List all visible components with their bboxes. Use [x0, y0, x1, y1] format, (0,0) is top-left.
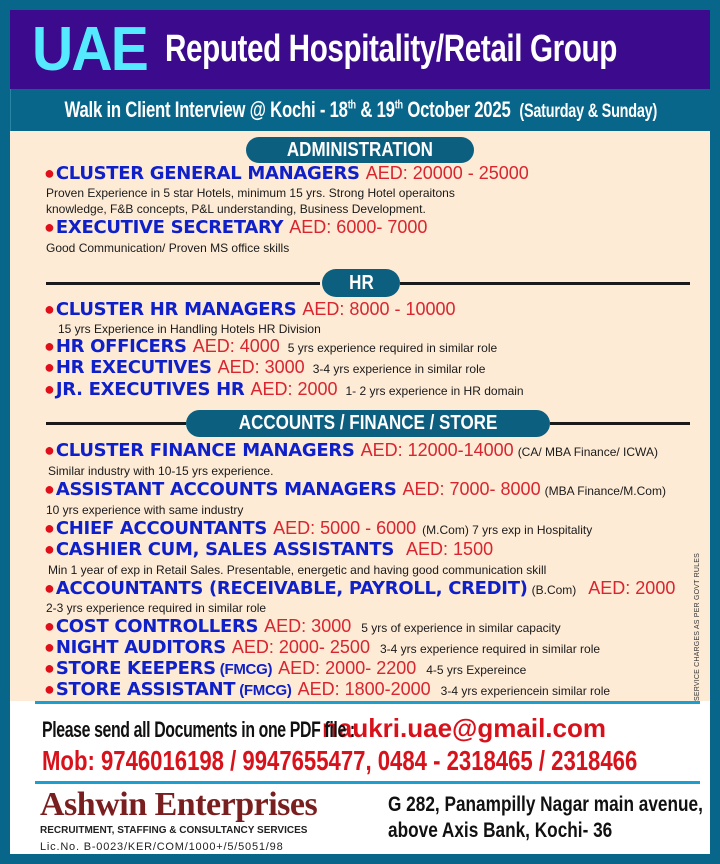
job-item: [44, 299, 456, 320]
license-number: Lic.No. B-0023/KER/COM/1000+/5/5051/98: [40, 841, 284, 853]
divider: [35, 781, 700, 784]
bullet-icon: ●: [44, 616, 55, 636]
job-title: ACCOUNTANTS (RECEIVABLE, PAYROLL, CREDIT): [55, 578, 528, 599]
job-title: STORE KEEPERS: [55, 658, 216, 679]
job-item: [44, 217, 427, 238]
email-line: [42, 713, 606, 744]
title-bar: [10, 10, 710, 89]
job-item: [44, 518, 592, 539]
job-title: HR OFFICERS: [55, 336, 187, 357]
job-description: knowledge, F&B concepts, P&L understanding, Business Development.: [46, 202, 426, 216]
job-item: [44, 658, 526, 679]
divider: [550, 422, 690, 425]
job-qualification: (MBA Finance/M.Com): [544, 484, 666, 498]
job-note: 3-4 yrs experience required in similar role: [379, 642, 601, 656]
bullet-icon: ●: [44, 163, 55, 183]
job-salary: AED: 8000 - 10000: [302, 299, 456, 319]
job-title: HR EXECUTIVES: [55, 357, 212, 378]
job-title: STORE ASSISTANT: [55, 679, 236, 700]
job-salary: AED: 1500: [406, 539, 494, 559]
job-qualification: (B.Com): [531, 583, 577, 597]
bullet-icon: ●: [44, 479, 55, 499]
job-title: CASHIER CUM, SALES ASSISTANTS: [55, 539, 395, 560]
company-name: Ashwin Enterprises: [40, 786, 318, 823]
section-title: ACCOUNTS / FINANCE / STORE: [238, 412, 498, 434]
bullet-icon: ●: [44, 658, 55, 678]
bullet-icon: ●: [44, 637, 55, 657]
divider: [46, 422, 186, 425]
job-title: JR. EXECUTIVES HR: [55, 379, 245, 400]
interview-date-prefix: Walk in Client Interview @ Kochi - 18: [64, 97, 348, 122]
job-note: (M.Com) 7 yrs exp in Hospitality: [422, 523, 593, 537]
bullet-icon: ●: [44, 440, 55, 460]
contact-footer: [10, 701, 710, 854]
contact-email[interactable]: naukri.uae@gmail.com: [322, 713, 606, 743]
bullet-icon: ●: [44, 336, 55, 356]
job-note: 5 yrs of experience in similar capacity: [361, 621, 561, 635]
ordinal-suffix: th: [394, 97, 403, 112]
job-salary: AED: 7000- 8000: [402, 479, 541, 499]
country-label: UAE: [32, 14, 147, 84]
section-header-hr: [322, 269, 400, 297]
section-header-administration: [246, 137, 474, 163]
job-note: 3-4 yrs experience in similar role: [312, 362, 486, 376]
bullet-icon: ●: [44, 679, 55, 699]
job-listings: [10, 131, 710, 701]
job-title: CLUSTER GENERAL MANAGERS: [55, 163, 360, 184]
job-item: [44, 539, 493, 560]
job-salary: AED: 12000-14000: [360, 440, 514, 460]
job-title: COST CONTROLLERS: [55, 616, 259, 637]
interview-days: (Saturday & Sunday): [519, 101, 657, 122]
job-item: [44, 357, 485, 378]
job-item: [44, 163, 529, 184]
interview-date-mid: & 19: [355, 97, 395, 122]
job-note: 3-4 yrs experiencein similar role: [440, 684, 611, 698]
job-item: [44, 578, 675, 599]
interview-details: [64, 97, 657, 123]
job-note: 4-5 yrs Expereince: [426, 663, 527, 677]
job-category: (FMCG): [219, 661, 273, 678]
section-title: ADMINISTRATION: [286, 138, 434, 161]
job-qualification: (CA/ MBA Finance/ ICWA): [517, 445, 658, 459]
bullet-icon: ●: [44, 357, 55, 377]
divider: [35, 701, 700, 704]
job-item: [44, 637, 600, 658]
job-salary: AED: 1800-2000: [297, 679, 431, 699]
company-address: [388, 792, 703, 844]
job-description: 10 yrs experience with same industry: [46, 503, 244, 517]
job-title: ASSISTANT ACCOUNTS MANAGERS: [55, 479, 397, 500]
job-salary: AED: 6000- 7000: [289, 217, 428, 237]
divider: [46, 282, 320, 285]
contact-phones[interactable]: Mob: 9746016198 / 9947655477, 0484 - 2318465 / 2318466: [42, 745, 638, 776]
job-description: 15 yrs Experience in Handling Hotels HR Division: [58, 322, 321, 336]
job-salary: AED: 3000: [217, 357, 305, 377]
bullet-icon: ●: [44, 299, 55, 319]
poster-title: Reputed Hospitality/Retail Group: [164, 28, 617, 70]
bullet-icon: ●: [44, 518, 55, 538]
job-salary: AED: 4000: [192, 336, 280, 356]
job-poster: [10, 10, 710, 854]
address-line-2: above Axis Bank, Kochi- 36: [388, 819, 613, 842]
bullet-icon: ●: [44, 217, 55, 237]
job-item: [44, 379, 524, 400]
job-salary: AED: 2000: [588, 578, 676, 598]
service-charges-note: SERVICE CHARGES AS PER GOVT RULES: [694, 553, 701, 701]
job-title: CLUSTER FINANCE MANAGERS: [55, 440, 355, 461]
job-description: Proven Experience in 5 star Hotels, minimum 15 yrs. Strong Hotel operaitons: [46, 186, 455, 200]
ordinal-suffix: th: [347, 97, 356, 112]
job-salary: AED: 5000 - 6000: [273, 518, 417, 538]
send-instructions: Please send all Documents in one PDF file :: [42, 717, 355, 742]
interview-banner: [10, 89, 710, 131]
job-description: Min 1 year of exp in Retail Sales. Presentable, energetic and having good communication skill: [48, 563, 547, 577]
divider: [400, 282, 690, 285]
job-salary: AED: 2000- 2500: [231, 637, 370, 657]
section-title: HR: [348, 271, 374, 294]
job-item: [44, 440, 658, 461]
bullet-icon: ●: [44, 578, 55, 598]
job-salary: AED: 2000- 2200: [278, 658, 417, 678]
job-salary: AED: 3000: [264, 616, 352, 636]
bullet-icon: ●: [44, 539, 55, 559]
job-note: 5 yrs experience required in similar role: [287, 341, 498, 355]
job-note: 1- 2 yrs experience in HR domain: [345, 384, 524, 398]
job-salary: AED: 2000: [250, 379, 338, 399]
job-item: [44, 479, 666, 500]
address-line-1: G 282, Panampilly Nagar main avenue,: [388, 793, 703, 816]
job-description: 2-3 yrs experience required in similar role: [46, 601, 267, 615]
job-title: CLUSTER HR MANAGERS: [55, 299, 297, 320]
job-title: CHIEF ACCOUNTANTS: [55, 518, 268, 539]
job-item: [44, 336, 497, 357]
interview-month-year: October 2025: [402, 97, 511, 122]
section-header-accounts-finance-store: [186, 410, 550, 437]
job-item: [44, 679, 610, 700]
job-title: EXECUTIVE SECRETARY: [55, 217, 284, 238]
company-tagline: RECRUITMENT, STAFFING & CONSULTANCY SERVICES: [40, 825, 308, 836]
job-item: [44, 616, 561, 637]
bullet-icon: ●: [44, 379, 55, 399]
job-title: NIGHT AUDITORS: [55, 637, 226, 658]
job-category: (FMCG): [239, 682, 292, 699]
job-description: Good Communication/ Proven MS office skills: [46, 241, 290, 255]
job-description: Similar industry with 10-15 yrs experience.: [48, 464, 274, 478]
job-salary: AED: 20000 - 25000: [365, 163, 529, 183]
